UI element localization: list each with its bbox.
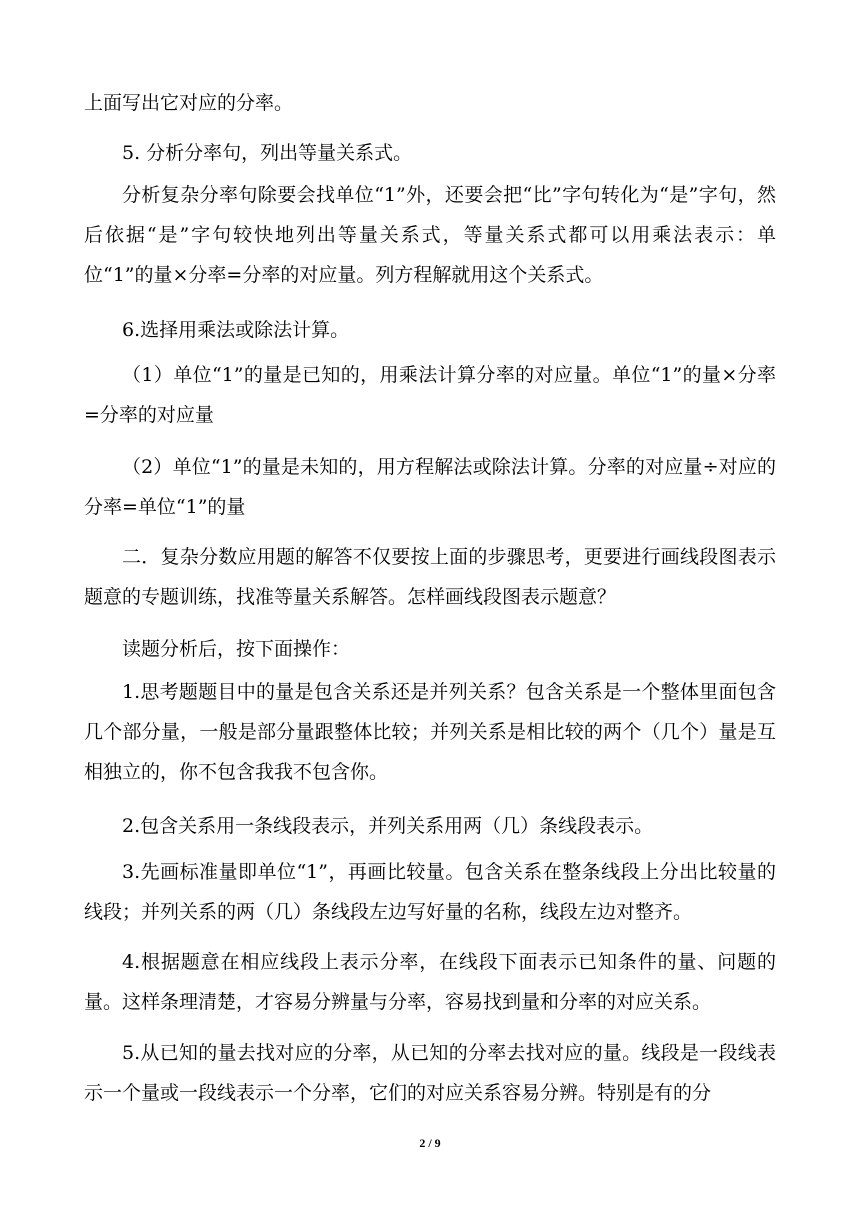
paragraph-item-2: 2.包含关系用一条线段表示，并列关系用两（几）条线段表示。: [122, 815, 654, 837]
paragraph-continuation: 上面写出它对应的分率。: [84, 92, 294, 114]
paragraph-item-4: 4.根据题意在相应线段上表示分率，在线段下面表示已知条件的量、问题的量。这样条理清楚，才容易分辨量与分率，容易找到量和分率的对应关系。: [84, 951, 776, 1013]
paragraph-item-3: 3.先画标准量即单位“1”，再画比较量。包含关系在整条线段上分出比较量的线段；并列关系的两（几）条线段左边写好量的名称，线段左边对整齐。: [84, 861, 776, 923]
paragraph-case-2: （2）单位“1”的量是未知的，用方程解法或除法计算。分率的对应量÷对应的分率=单位“1”的量: [84, 456, 776, 518]
paragraph-step-5: 5. 分析分率句，列出等量关系式。: [122, 142, 413, 164]
paragraph-operations-intro: 读题分析后，按下面操作：: [122, 638, 351, 660]
paragraph-item-1: 1.思考题题目中的量是包含关系还是并列关系？包含关系是一个整体里面包含几个部分量，一般是部分量跟整体比较；并列关系是相比较的两个（几个）量是互相独立的，你不包含我我不包含你。: [84, 681, 776, 783]
paragraph-step-6: 6.选择用乘法或除法计算。: [122, 319, 350, 341]
paragraph-case-1: （1）单位“1”的量是已知的，用乘法计算分率的对应量。单位“1”的量×分率=分率的对应量: [84, 364, 776, 426]
paragraph-section-2: 二．复杂分数应用题的解答不仅要按上面的步骤思考，更要进行画线段图表示题意的专题训练，找准等量关系解答。怎样画线段图表示题意？: [84, 546, 776, 608]
paragraph-analysis: 分析复杂分率句除要会找单位“1”外，还要会把“比”字句转化为“是”字句，然后依据“是”字句较快地列出等量关系式，等量关系式都可以用乘法表示：单位“1”的量×分率=分率的对应量。列方程解就用这个关系式。: [84, 184, 776, 286]
page-number: 2 / 9: [419, 1136, 441, 1150]
paragraph-item-5: 5.从已知的量去找对应的分率，从已知的分率去找对应的量。线段是一段线表示一个量或一段线表示一个分率，它们的对应关系容易分辨。特别是有的分: [84, 1042, 776, 1104]
